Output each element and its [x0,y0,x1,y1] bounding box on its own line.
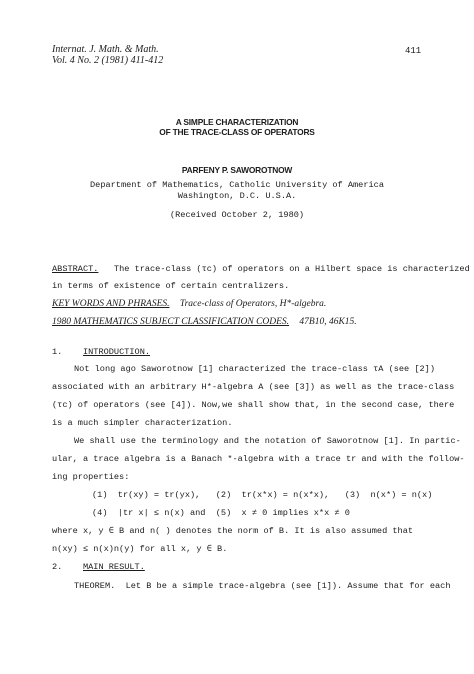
theorem-label: THEOREM. [74,581,116,591]
theorem-text: Let B be a simple trace-algebra (see [1]). Assume that for each [125,581,451,591]
para2-line2: ular, a trace algebra is a Banach *-algebra with a trace tr and with the follow- [52,454,465,464]
received-date: (Received October 2, 1980) [169,210,305,220]
keywords-text: Trace-class of Operators, H*-algebra. [179,299,327,309]
abstract-label: ABSTRACT. [52,264,99,274]
msc-codes: 47B10, 46K15. [299,317,357,327]
para1-line3: (τc) of operators (see [4]). Now,we shall show that, in the second case, there [52,400,455,410]
msc-line [52,317,357,327]
journal-citation-line1: Internat. J. Math. & Math. [52,44,159,55]
author-affiliation-line2: Washington, D.C. U.S.A. [177,191,297,201]
section2-title: MAIN RESULT. [82,562,145,572]
para3-line2: n(xy) ≤ n(x)n(y) for all x, y ∈ B. [52,544,228,554]
para3-line1: where x, y ∈ B and n( ) denotes the norm of B. It is also assumed that [52,526,414,536]
paper-title-line1: A SIMPLE CHARACTERIZATION [175,117,299,127]
keywords-label: KEY WORDS AND PHRASES. [52,299,170,309]
abstract-text-1: The trace-class (τc) of operators on a Hilbert space is characterized [113,264,470,274]
para1-line2: associated with an arbitrary H*-algebra A (see [3]) as well as the trace-class [52,382,455,392]
keywords-line [52,299,326,309]
properties-row2: (4) |tr x| ≤ n(x) and (5) x ≠ 0 implies x*x ≠ 0 [92,508,350,518]
abstract-line2: in terms of existence of certain centralizers. [52,281,290,291]
properties-row1: (1) tr(xy) = tr(yx), (2) tr(x*x) = n(x*x), (3) n(x*) = n(x) [92,490,433,500]
msc-label: 1980 MATHEMATICS SUBJECT CLASSIFICATION CODES. [52,317,290,327]
section2-number: 2. [52,562,63,572]
theorem-line [74,581,451,591]
page-number: 411 [405,46,422,56]
paper-title-line2: OF THE TRACE-CLASS OF OPERATORS [159,127,315,137]
para2-line3: ing properties: [52,472,130,482]
journal-citation-line2: Vol. 4 No. 2 (1981) 411-412 [52,55,164,66]
section1-number: 1. [52,347,63,357]
section1-heading [52,347,150,357]
para1-line4: is a much simpler characterization. [52,418,233,428]
author-name: PARFENY P. SAWOROTNOW [181,165,293,175]
author-affiliation-line1: Department of Mathematics, Catholic University of America [90,180,384,190]
section2-heading [52,562,145,572]
para1-line1: Not long ago Saworotnow [1] characterized the trace-class τA (see [2]) [74,364,435,374]
abstract-line1 [52,264,470,274]
para2-line1: We shall use the terminology and the notation of Saworotnow [1]. In partic- [74,436,461,446]
section1-title: INTRODUCTION. [82,347,151,357]
